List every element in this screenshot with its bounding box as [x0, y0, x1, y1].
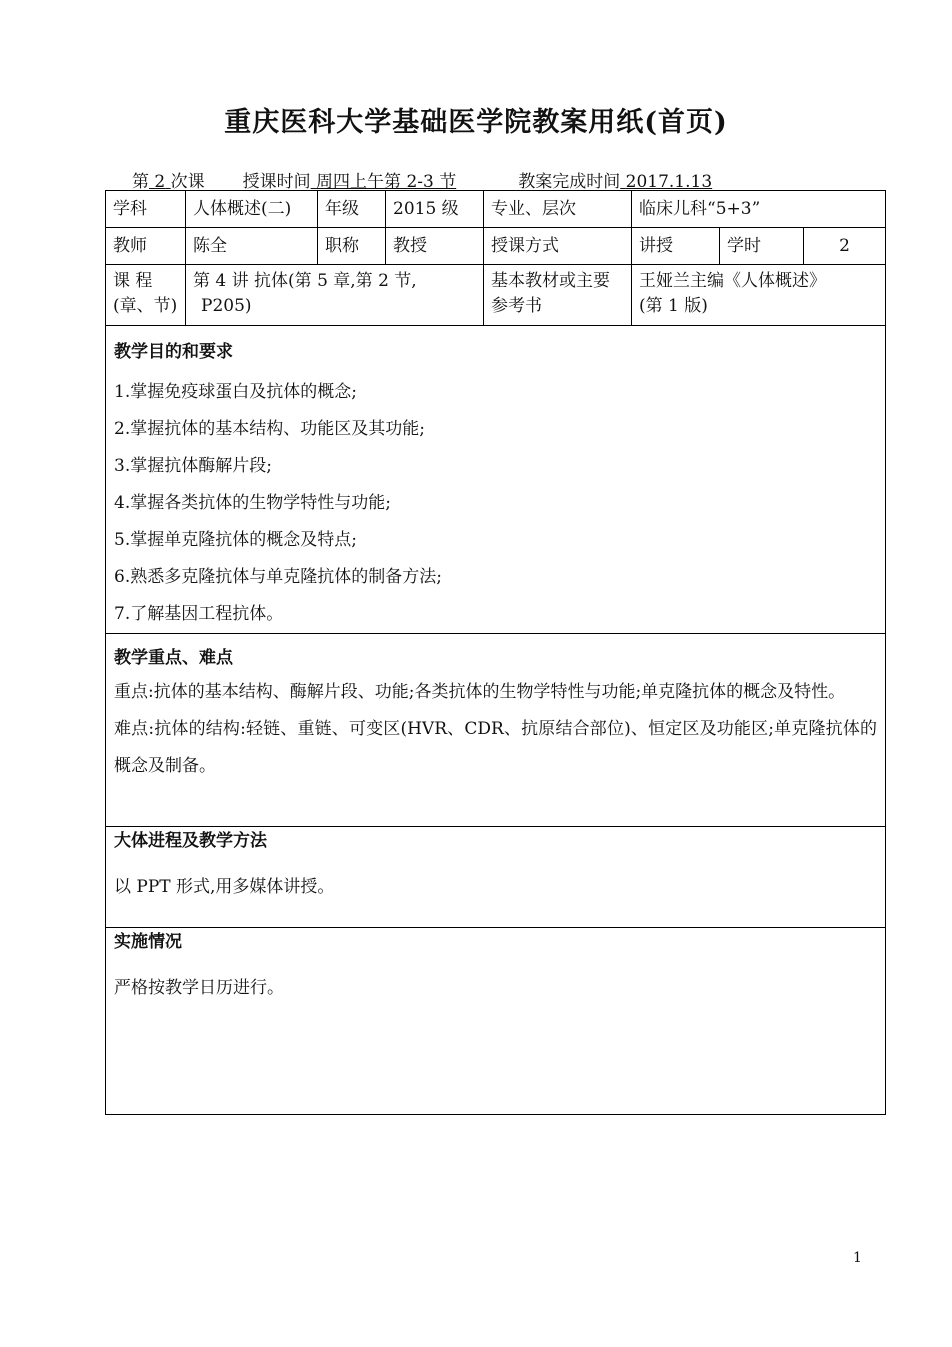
book-value-line1: 王娅兰主编《人体概述》	[639, 271, 826, 291]
key-points-heading: 教学重点、难点	[114, 647, 233, 668]
complete-label: 教案完成时间	[518, 172, 621, 192]
info-row-course	[106, 265, 886, 326]
objective-item: 4.掌握各类抗体的生物学特性与功能;	[114, 492, 391, 513]
hours-label: 学时	[720, 228, 804, 265]
book-value	[632, 265, 886, 326]
lesson-number: 2	[154, 172, 166, 192]
process-heading: 大体进程及教学方法	[114, 830, 267, 851]
focus-text: 重点:抗体的基本结构、酶解片段、功能;各类抗体的生物学特性与功能;单克隆抗体的概念及特性。	[114, 682, 846, 703]
key-points-row	[106, 633, 886, 826]
teacher-label: 教师	[106, 228, 186, 265]
objective-item: 2.掌握抗体的基本结构、功能区及其功能;	[114, 418, 425, 439]
hours-value: 2	[804, 228, 886, 265]
grade-value: 2015 级	[386, 191, 484, 228]
process-section	[106, 826, 886, 927]
book-label	[484, 265, 632, 326]
info-row-subject	[106, 191, 886, 228]
implementation-heading: 实施情况	[114, 931, 182, 952]
objective-item: 6.熟悉多克隆抗体与单克隆抗体的制备方法;	[114, 566, 442, 587]
objective-item: 5.掌握单克隆抗体的概念及特点;	[114, 529, 357, 550]
implementation-body: 严格按教学日历进行。	[114, 978, 284, 999]
teacher-value: 陈全	[186, 228, 318, 265]
process-body: 以 PPT 形式,用多媒体讲授。	[114, 877, 335, 898]
subject-label: 学科	[106, 191, 186, 228]
implementation-section	[106, 927, 886, 1114]
objectives-heading: 教学目的和要求	[114, 342, 233, 362]
major-label: 专业、层次	[484, 191, 632, 228]
book-label-line2: 参考书	[491, 295, 542, 316]
difficulty-text: 难点:抗体的结构:轻链、重链、可变区(HVR、CDR、抗原结合部位)、恒定区及功能区;单克隆抗体的概念及制备。	[114, 719, 877, 777]
mode-label: 授课方式	[484, 228, 632, 265]
lesson-plan-table	[105, 190, 886, 1115]
grade-label: 年级	[318, 191, 386, 228]
book-value-line2: (第 1 版)	[639, 295, 708, 316]
course-label-line1: 课 程	[113, 271, 153, 291]
subject-value: 人体概述(二)	[186, 191, 318, 228]
info-row-teacher	[106, 228, 886, 265]
course-value	[186, 265, 484, 326]
objective-item: 7.了解基因工程抗体。	[114, 603, 284, 624]
mode-value: 讲授	[632, 228, 720, 265]
time-value: 周四上午第 2-3 节	[316, 172, 457, 192]
key-points-section	[106, 633, 886, 826]
time-label: 授课时间	[242, 172, 311, 192]
title-label: 职称	[318, 228, 386, 265]
process-row	[106, 826, 886, 927]
title-value: 教授	[386, 228, 484, 265]
lesson-suffix: 次课	[170, 172, 205, 192]
complete-value: 2017.1.13	[625, 172, 713, 192]
objectives-section	[106, 326, 886, 634]
page-title: 重庆医科大学基础医学院教案用纸(首页)	[224, 107, 728, 138]
objectives-row	[106, 326, 886, 634]
page-number: 1	[853, 1250, 862, 1266]
lesson-meta-line	[132, 167, 720, 192]
book-label-line1: 基本教材或主要	[491, 271, 610, 291]
objective-item: 3.掌握抗体酶解片段;	[114, 455, 272, 476]
course-value-line2: P205)	[201, 295, 252, 316]
course-label-line2: (章、节)	[113, 295, 178, 316]
implementation-row	[106, 927, 886, 1114]
objective-item: 1.掌握免疫球蛋白及抗体的概念;	[114, 381, 357, 402]
major-value: 临床儿科“5+3”	[632, 191, 886, 228]
course-label	[106, 265, 186, 326]
lesson-prefix: 第	[132, 172, 149, 192]
course-value-line1: 第 4 讲 抗体(第 5 章,第 2 节,	[193, 271, 417, 291]
